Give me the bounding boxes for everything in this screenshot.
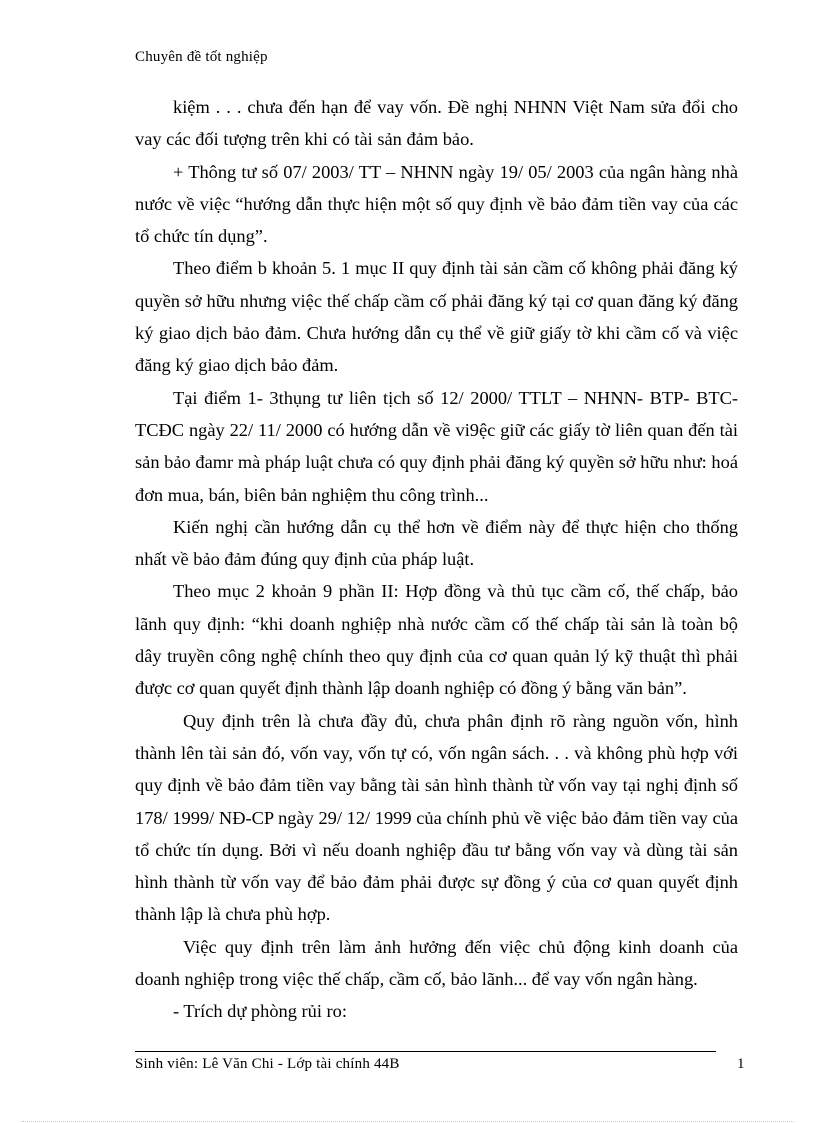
page-number: 1 (737, 1056, 745, 1072)
footer-author: Sinh viên: Lê Văn Chi - Lớp tài chính 44B (135, 1056, 400, 1072)
footer-divider (135, 1051, 716, 1052)
page-bottom-edge (22, 1121, 794, 1122)
paragraph-point-1-3-circular-12-2000: Tại điểm 1- 3thụng tư liên tịch số 12/ 2000/ TTLT – NHNN- BTP- BTC- TCĐC ngày 22/ 11/ 2000 có hướng dẫn về vi9ệc giữ các giấy tờ liên quan đến tài sản bảo đamr mà pháp luật chưa có quy định phải đăng ký quyền sở hữu như: hoá đơn mua, bán, biên bản nghiệm thu công trình... (135, 387, 738, 505)
paragraph-regulation-incomplete: Quy định trên là chưa đầy đủ, chưa phân định rõ ràng nguồn vốn, hình thành lên tài sản đó, vốn vay, vốn tự có, vốn ngân sách. . . và không phù hợp với quy định về bảo đảm tiền vay bằng tài sản hình thành từ vốn vay tại nghị định số 178/ 1999/ NĐ-CP ngày 29/ 12/ 1999 của chính phủ về việc bảo đảm tiền vay của tổ chức tín dụng. Bởi vì nếu doanh nghiệp đầu tư bằng vốn vay và dùng tài sản hình thành từ vốn vay để bảo đảm phải được sự đồng ý của cơ quan quyết định thành lập là chưa phù hợp. (135, 710, 738, 925)
body-text (135, 91, 738, 1028)
page-header: Chuyên đề tốt nghiệp (135, 49, 268, 65)
paragraph-recommendation: Kiến nghị cần hướng dẫn cụ thể hơn về điểm này để thực hiện cho thống nhất về bảo đảm đúng quy định của pháp luật. (135, 516, 738, 570)
paragraph-risk-provision-heading: - Trích dự phòng rủi ro: (173, 1001, 347, 1022)
paragraph-business-impact: Việc quy định trên làm ảnh hưởng đến việc chủ động kinh doanh của doanh nghiệp trong việc thế chấp, cầm cố, bảo lãnh... để vay vốn ngân hàng. (135, 936, 738, 990)
paragraph-section-2-clause-9: Theo mục 2 khoản 9 phần II: Hợp đồng và thủ tục cầm cố, thế chấp, bảo lãnh quy định: “khi doanh nghiệp nhà nước cầm cố thế chấp tài sản là toàn bộ dây truyền công nghệ chính theo quy định của cơ quan quản lý kỹ thuật thì phải được cơ quan quyết định thành lập doanh nghiệp có đồng ý bằng văn bản”. (135, 581, 738, 699)
paragraph-point-b-clause-5-1: Theo điểm b khoản 5. 1 mục II quy định tài sản cầm cố không phải đăng ký quyền sở hữu nhưng việc thế chấp cầm cố phải đăng ký tại cơ quan đăng ký đăng ký giao dịch bảo đảm. Chưa hướng dẫn cụ thể về giữ giấy tờ khi cầm cố và việc đăng ký giao dịch bảo đảm. (135, 258, 738, 376)
paragraph-continuation: kiệm . . . chưa đến hạn để vay vốn. Đề nghị NHNN Việt Nam sửa đổi cho vay các đối tượng trên khi có tài sản đảm bảo. (135, 97, 738, 150)
paragraph-circular-07-2003: + Thông tư số 07/ 2003/ TT – NHNN ngày 19/ 05/ 2003 của ngân hàng nhà nước về việc “hướng dẫn thực hiện một số quy định về bảo đảm tiền vay của các tổ chức tín dụng”. (135, 161, 738, 247)
